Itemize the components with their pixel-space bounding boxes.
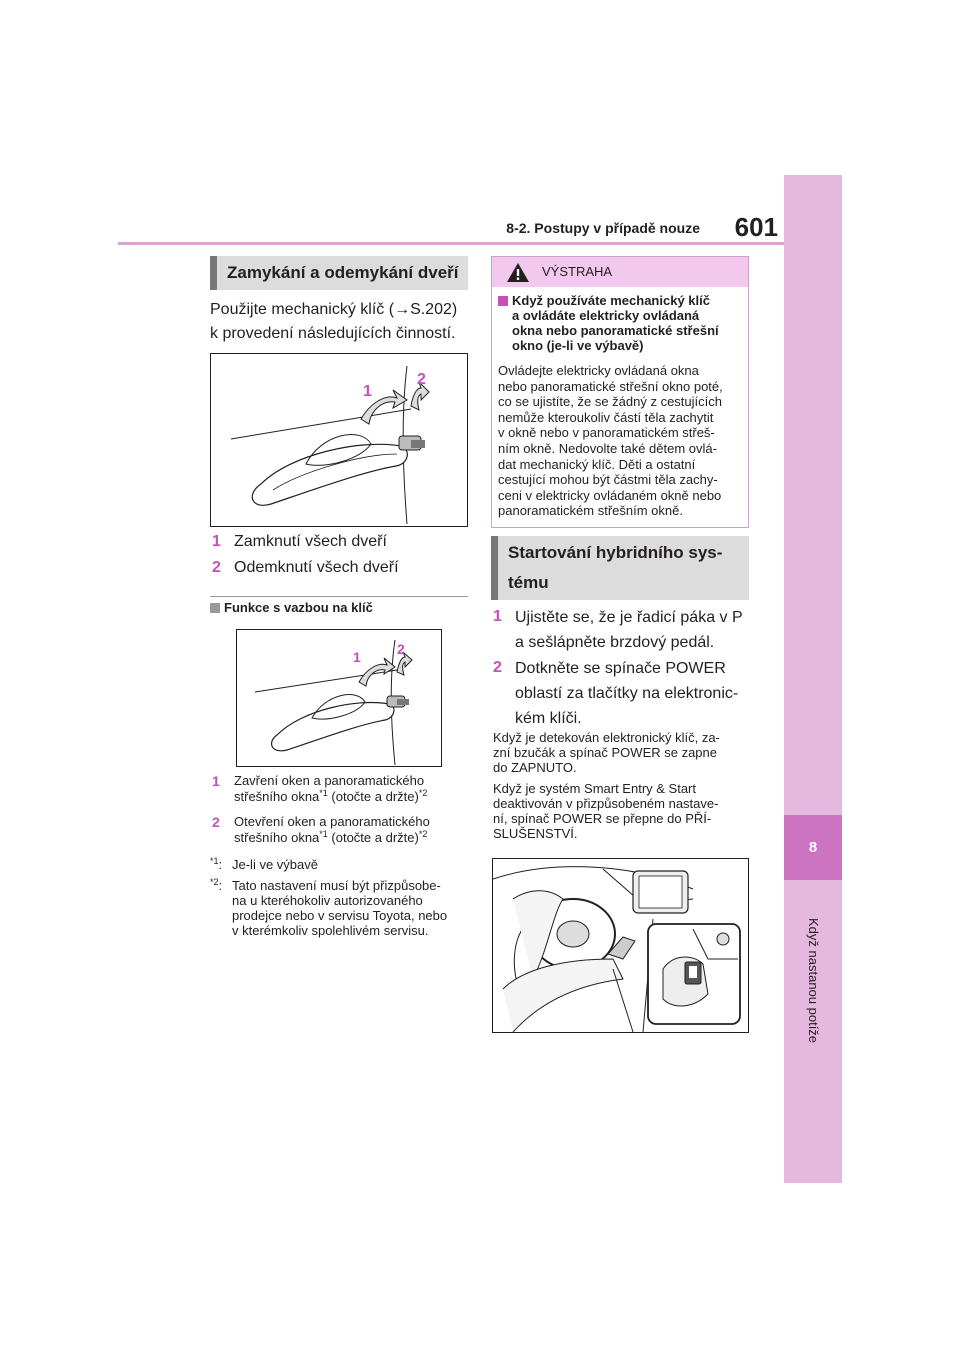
heading-starting-hybrid: Startování hybridního sys- tému <box>491 536 749 600</box>
page-number: 601 <box>734 212 778 242</box>
bullet-square <box>498 296 508 306</box>
bullet-square <box>210 603 220 613</box>
step-shift-park: 1 Ujistěte se, že je řadicí páka v P a sešlápněte brzdový pedál. <box>493 605 757 655</box>
key-linked-illustration <box>236 629 442 767</box>
step-number: 1 <box>212 773 220 789</box>
chapter-label: Když nastanou potíže <box>806 918 821 1044</box>
step-unlock-all <box>212 556 472 580</box>
figure-label: 2 <box>417 371 426 388</box>
figure-label: 2 <box>397 641 405 657</box>
small-step-open-windows: 2 Otevření oken a panoramatického střešního okna$^{*1}$ (otočte a držte)$^{*2}$ <box>212 814 430 845</box>
door-handle-illustration <box>210 353 468 527</box>
figure-label: 1 <box>353 649 361 665</box>
step-text: Otevření oken a panoramatického <box>234 814 430 829</box>
intro-line: k provedení následujících činností. <box>210 325 456 342</box>
intro-line: Použijte mechanický klíč (→S.202) <box>210 301 458 318</box>
warning-box <box>491 256 749 528</box>
step-text: Odemknutí všech dveří <box>234 559 399 576</box>
driver-cabin-drawing <box>493 859 748 1032</box>
chapter-number: 8 <box>784 815 842 880</box>
heading-locking: Zamykání a odemykání dveří <box>210 256 468 290</box>
door-handle-drawing <box>211 354 467 526</box>
warning-title: VÝSTRAHA <box>542 264 613 279</box>
step-number: 2 <box>212 559 221 576</box>
power-switch-illustration <box>492 858 749 1033</box>
header-rule <box>118 242 784 245</box>
step-number: 2 <box>212 814 220 830</box>
step-number: 1 <box>493 608 502 625</box>
section-title: 8-2. Postupy v případě nouze <box>506 220 700 236</box>
warning-triangle-icon <box>506 262 530 283</box>
step-number: 1 <box>212 533 221 550</box>
warning-header <box>492 257 748 287</box>
warning-subheading: Když používáte mechanický klíč a ovládáte elektricky ovládaná okna nebo panoramatické střešní okno (je-li ve výbavě) <box>498 293 744 353</box>
paragraph-detected: Když je detekován elektronický klíč, za- zní bzučák a spínač POWER se zapne do ZAPNUTO. <box>493 730 720 775</box>
step-lock-all <box>212 530 472 554</box>
step-text: Zamknutí všech dveří <box>234 533 387 550</box>
paragraph-smart-entry: Když je systém Smart Entry & Start deaktivován v přizpůsobeném nastave- ní, spínač POWER se přepne do PŘÍ- SLUŠENSTVÍ. <box>493 781 719 841</box>
footnote-1: $^{*1}$: Je-li ve výbavě <box>210 856 318 872</box>
key-linked-drawing <box>237 630 441 766</box>
step-touch-power: 2 Dotkněte se spínače POWER oblastí za tlačítky na elektronic- kém klíči. <box>493 656 757 732</box>
warning-body: Ovládejte elektricky ovládaná okna nebo panoramatické střešní okno poté, co se ujistíte, že se žádný z cestujících nemůže kteroukoliv částí těla zachytit v okně nebo v panoramatickém střeš- ním okně. Nedovolte také dětem ovlá- dat mechanický klíč. Děti a ostatní cestující mohou být částmi těla zachy- ceni v elektricky ovládaném okně nebo panoramatickém střešním okně. <box>498 363 723 519</box>
step-text: Zavření oken a panoramatického <box>234 773 425 788</box>
divider <box>210 596 468 597</box>
step-number: 2 <box>493 659 502 676</box>
intro-text <box>210 298 470 346</box>
figure-label: 1 <box>363 383 372 400</box>
small-step-close-windows: 1 Zavření oken a panoramatického střešního okna$^{*1}$ (otočte a držte)$^{*2}$ <box>212 773 428 804</box>
sub-heading-key-linked: Funkce s vazbou na klíč <box>210 598 470 618</box>
footnote-2: $^{*2}$: Tato nastavení musí být přizpůsobe- na u kteréhokoliv autorizovaného prodejce nebo v servisu Toyota, nebo v kterémkoliv spolehlivém servisu. <box>210 877 448 938</box>
